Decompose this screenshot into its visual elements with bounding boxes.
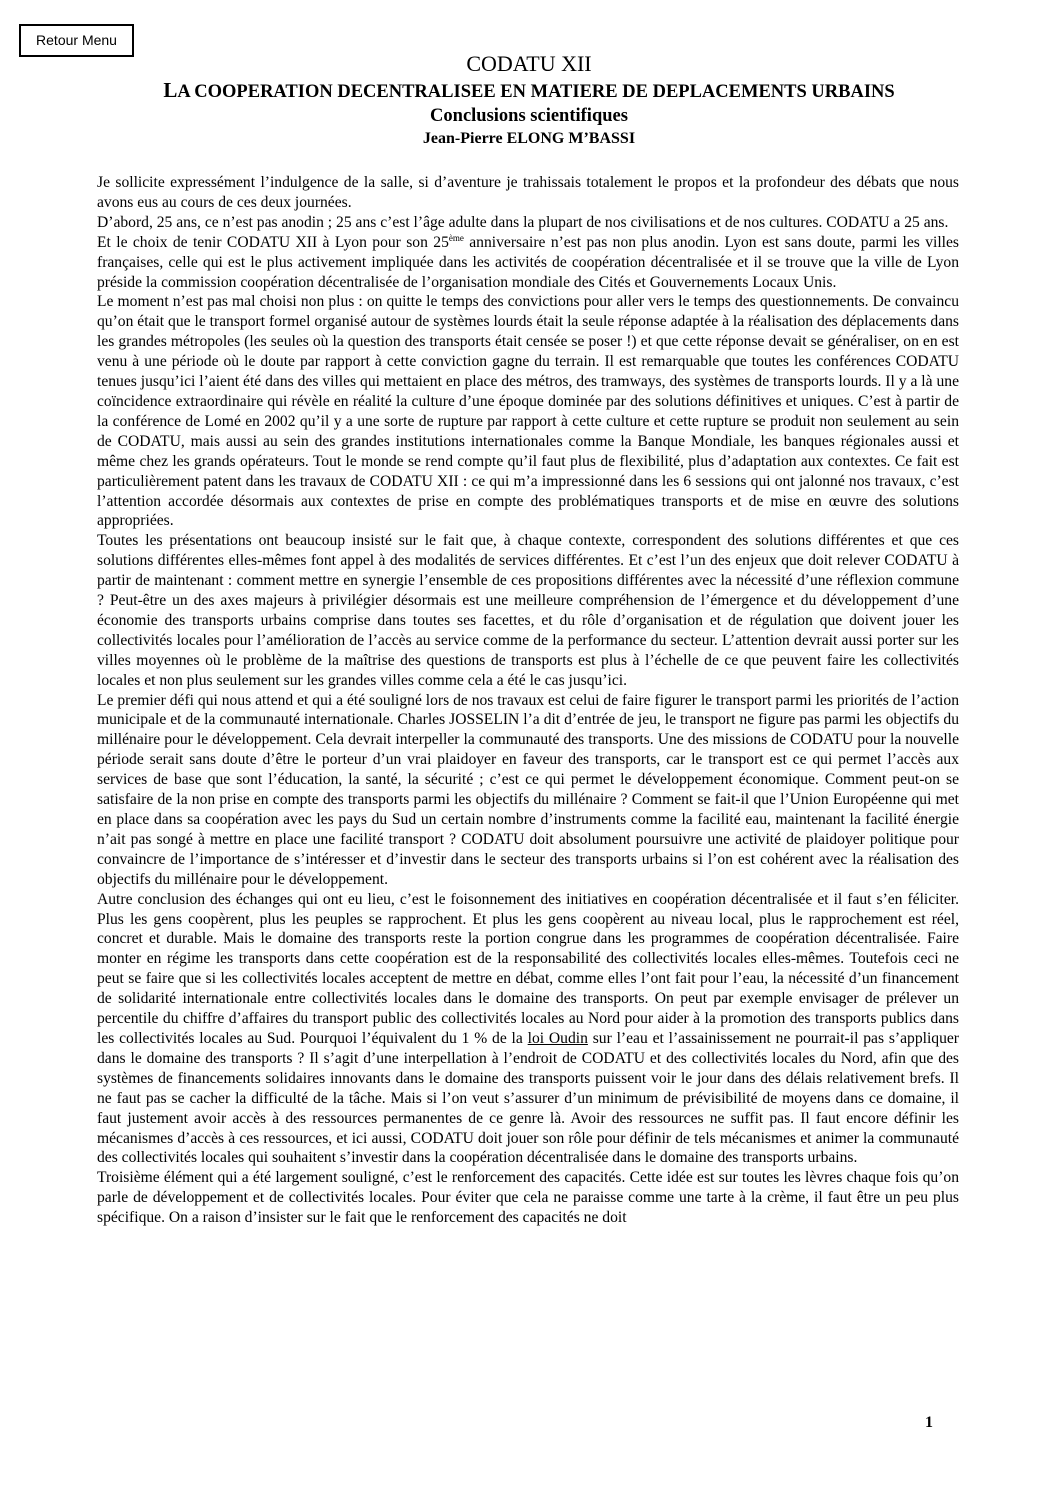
paragraph <box>97 233 959 293</box>
paragraph: Je sollicite expressément l’indulgence de la salle, si d’aventure je trahissais totalement le propos et la profondeur des débats que nous avons eus au cours de ces deux journées. <box>97 174 959 211</box>
loi-oudin-link[interactable]: loi Oudin <box>527 1029 588 1047</box>
paragraph <box>97 890 959 1169</box>
paragraph-text: anniversaire n’est pas non plus anodin. Lyon est sans doute, parmi les villes françaises, celle qui est le plus activement impliquée dans les activités de coopération décentralisée et il se trouve que la ville de Lyon préside la commission coopération décentralisée de l’organisation mondiale des Cités et Gouvernements Locaux Unis. <box>97 233 960 291</box>
document-body <box>97 173 959 1228</box>
document-subtitle <box>0 78 1058 104</box>
document-title: CODATU XII <box>466 51 592 76</box>
paragraph: Le moment n’est pas mal choisi non plus : on quitte le temps des convictions pour aller vers le temps des questionnements. De convaincu qu’on était que le transport formel organisé autour de systèmes lourds était la seule réponse adaptée à la réalisation des déplacements dans les grandes métropoles (les seules où la question des transports était censée se poser !) et que cette réponse devait se généraliser, on en est venu à une période où le doute par rapport à cette conviction gagne du terrain. Il est remarquable que toutes les conférences CODATU tenues jusqu’ici l’aient été dans des villes qui mettaient en place des métros, des tramways, des systèmes de transports lourds. Il y a là une coïncidence extraordinaire qui révèle en réalité la culture d’une époque dominée par des solutions définitives et uniques. C’est à partir de la conférence de Lomé en 2002 qu’il y a une sorte de rupture par rapport à cette culture et cette rupture se produit non seulement au sein de CODATU, mais aussi au sein des grandes institutions internationales comme la Banque Mondiale, les banques régionales aussi et même chez les grands opérateurs. Tout le monde se rend compte qu’il faut plus de flexibilité, plus d’adaptation aux contextes. Ce fait est particulièrement patent dans les travaux de CODATU XII : ce qui m’a impressionné dans les 6 sessions qui ont jalonné nos travaux, c’est l’attention accordée désormais aux contextes de prise en compte des problématiques transports et de mise en œuvre des solutions appropriées. <box>97 293 959 530</box>
paragraph: D’abord, 25 ans, ce n’est pas anodin ; 25 ans c’est l’âge adulte dans la plupart de nos civilisations et de nos cultures. CODATU a 25 ans. <box>97 213 949 231</box>
document-author: Jean-Pierre ELONG M’BASSI <box>422 130 636 147</box>
paragraph-text: sur l’eau et l’assainissement ne pourrait-il pas s’appliquer dans le domaine des transports ? Il s’agit d’une interpellation à l’endroit de CODATU et des collectivités locales du Nord, afin que des systèmes de financements solidaires innovants dans le domaine des transports puissent voir le jour dans des délais relativement brefs. Il ne faut pas se cacher la difficulté de la tâche. Mais si l’on veut s’assurer d’un minimum de prévisibilité de moyens dans ce domaine, il faut justement avoir accès à des ressources permanentes de ce genre là. Avoir des ressources ne suffit pas. Il faut encore définir les mécanismes d’accès à ces ressources, et ici aussi, CODATU doit jouer son rôle pour définir de tels mécanismes et animer la communauté des collectivités locales qui souhaitent s’investir dans la coopération décentralisée dans le domaine des transports urbains. <box>97 1029 959 1167</box>
page-number: 1 <box>925 1414 933 1431</box>
document-header <box>0 50 1058 149</box>
subtitle-rest: A COOPERATION DECENTRALISEE EN MATIERE DE DEPLACEMENTS URBAINS <box>177 82 895 102</box>
paragraph: Le premier défi qui nous attend et qui a été souligné lors de nos travaux est celui de faire figurer le transport parmi les priorités de l’action municipale et de la communauté internationale. Charles JOSSELIN l’a dit d’entrée de jeu, le transport ne figure pas parmi les objectifs du millénaire pour le développement. Cela devrait interpeller la communauté des transports. Une des missions de CODATU pour la nouvelle période serait sans doute d’être le porteur d’un vrai plaidoyer en faveur des transports, car le transport est ce qui permet l’accès aux services de base que sont l’éducation, la santé, la sécurité ; c’est ce qui permet le développement économique. Comment peut-on se satisfaire de la non prise en compte des transports parmi les objectifs du millénaire ? Comment se fait-il que l’Union Européenne qui met en place dans sa coopération avec les pays du Sud un certain nombre d’instruments comme la facilité eau, maintenant la facilité énergie n’ait pas songé à mettre en place une facilité transport ? CODATU doit absolument poursuivre une activité de plaidoyer politique pour convaincre de l’importance de s’intéresser et d’investir dans le secteur des transports urbains si l’on est cohérent avec la réalisation des objectifs du millénaire pour le développement. <box>97 691 959 888</box>
subtitle-initial: L <box>163 78 178 102</box>
document-section-title: Conclusions scientifiques <box>430 106 628 126</box>
paragraph-text: Autre conclusion des échanges qui ont eu lieu, c’est le foisonnement des initiatives en coopération décentralisée et il faut s’en féliciter. Plus les gens coopèrent, plus les peuples se rapprochent. Et plus les gens coopèrent au niveau local, plus le rapprochement est réel, concret et durable. Mais le domaine des transports reste la portion congrue dans les programmes de coopération décentralisée. Faire monter en régime les transports dans cette coopération est de la responsabilité des collectivités locales elles-mêmes. Toutefois ceci ne peut se faire que si les collectivités locales acceptent de mettre en débat, comme elles l’ont fait pour l’eau, la nécessité d’un financement de solidarité internationale entre collectivités locales dans le domaine des transports. On peut par exemple envisager de prélever un percentile du chiffre d’affaires du transport public des collectivités locales au Nord pour aider à la promotion des transports publics dans les collectivités locales au Sud. Pourquoi l’équivalent du 1 % de la <box>97 890 959 1047</box>
back-to-menu-button[interactable]: Retour Menu <box>19 24 134 57</box>
superscript: ème <box>448 232 464 243</box>
paragraph: Troisième élément qui a été largement souligné, c’est le renforcement des capacités. Cette idée est sur toutes les lèvres chaque fois qu’on parle de développement et de collectivités locales. Pour éviter que cela ne paraisse comme une tarte à la crème, il faut être un peu plus spécifique. On a raison d’insister sur le fait que le renforcement des capacités ne doit <box>97 1169 959 1227</box>
paragraph-text: Et le choix de tenir CODATU XII à Lyon pour son 25 <box>97 233 449 251</box>
paragraph: Toutes les présentations ont beaucoup insisté sur le fait que, à chaque contexte, correspondent des solutions différentes et que ces solutions différentes elles-mêmes font appel à des modalités de services différentes. Et c’est l’un des enjeux que doit relever CODATU à partir de maintenant : comment mettre en synergie l’ensemble de ces propositions différentes avec la nécessité d’une réflexion commune ? Peut-être un des axes majeurs à privilégier désormais est une meilleure compréhension de l’émergence et du développement d’une économie des transports urbains comprise dans toutes ses facettes, et du rôle d’organisation et de régulation que doivent jouer les collectivités locales pour l’amélioration de l’accès au service comme de la performance du secteur. L’attention devrait aussi porter sur les villes moyennes où le problème de la maîtrise des questions de transports est plus à l’échelle de ce que peuvent faire les collectivités locales et non plus seulement sur les grandes villes comme cela a été le cas jusqu’ici. <box>97 532 959 689</box>
